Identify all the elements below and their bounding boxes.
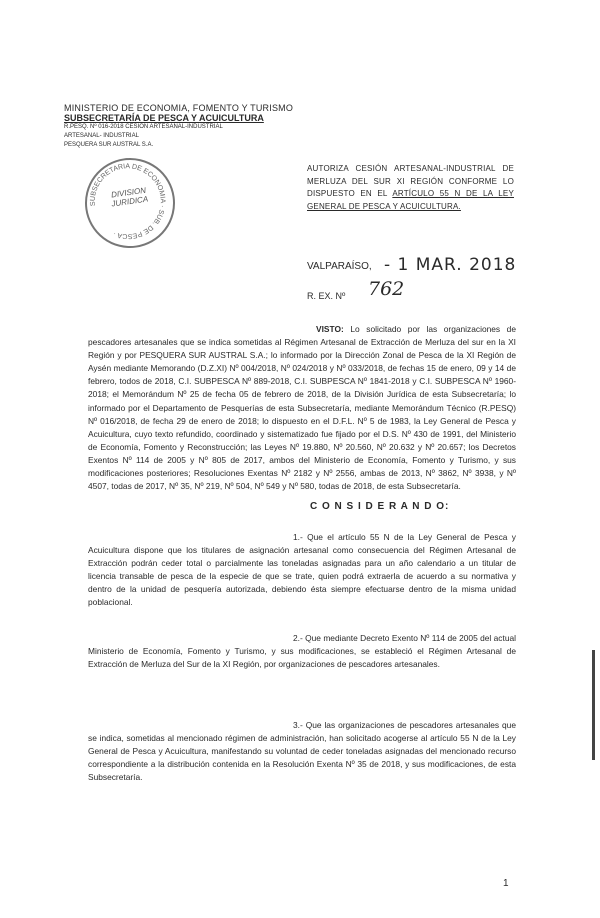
reference-line-2: ARTESANAL- INDUSTRIAL xyxy=(64,133,139,139)
division-juridica-stamp xyxy=(79,152,181,254)
scan-edge-mark xyxy=(592,650,595,760)
visto-label: VISTO: xyxy=(316,324,344,334)
visto-text: Lo solicitado por las organizaciones de pescadores artesanales que se indica sometidas al Régimen Artesanal de Extracción de Merluza del sur en la XI Región y por PESQUERA SUR AUSTRAL S.A.; lo informado por la Dirección Zonal de Pesca de la XI Región de Aysén mediante Memorando (D.Z.XI) Nº 004/2018, Nº 024/2018 y Nº 033/2018, de fechas 15 de enero, 09 y 14 de febrero, todos de 2018, C.I. SUBPESCA Nº 889-2018, C.I. SUBPESCA Nº 1841-2018 y C.I. SUBPESCA Nº 1960-2018; el Memorándum Nº 25 de fecha 05 de febrero de 2018, de la División Jurídica de esta Subsecretaría; lo informado por el Departamento de Pesquerías de esta Subsecretaría, mediante Memorándum Técnico (R.PESQ) Nº 016/2018, de fecha 29 de enero de 2018; lo dispuesto en el D.F.L. Nº 5 de 1983, la Ley General de Pesca y Acuicultura, cuyo texto refundido, coordinado y sistematizado fue fijado por el D.S. Nº 430 de 1991, del Ministerio de Economía, Fomento y Reconstrucción; las Leyes Nº 19.880, Nº 20.560, Nº 20.632 y Nº 20.657; los Decretos Exentos Nº 114 de 2005 y Nº 805 de 2017, ambos del Ministerio de Economía, Fomento y Turismo, y sus modificaciones posteriores; Resoluciones Exentas Nº 2182 y Nº 2556, ambas de 2013, Nº 3862, Nº 3938, y Nº 4507, todas de 2017, Nº 35, Nº 219, Nº 504, Nº 549 y Nº 580, todas de 2018, de esta Subsecretaría. xyxy=(88,324,517,492)
date-stamp: - 1 MAR. 2018 xyxy=(384,255,517,275)
considerando-item-3 xyxy=(88,719,516,784)
summary-part2: ARTÍCULO 55 N DE LA LEY GENERAL DE PESCA Y ACUICULTURA. xyxy=(307,189,514,211)
considerando-item-2 xyxy=(88,632,516,671)
letterhead xyxy=(64,103,304,150)
considerando-text-3: 3.- Que las organizaciones de pescadores artesanales que se indica, sometidas al mencionado régimen de administración, han solicitado acogerse al artículo 55 N de la Ley General de Pesca y Acuicultura, manifestando su voluntad de ceder toneladas asignadas del mencionado recurso correspondiente a la distribución contenida en la Resolución Exenta Nº 35 de 2018, y sus modificaciones, de esta Subsecretaría. xyxy=(88,720,516,783)
reference-line: R.PESQ. Nº 016-2018 CESIÓN ARTESANAL-INDUSTRIAL xyxy=(64,124,223,130)
subsecretaria-name: SUBSECRETARÍA DE PESCA Y ACUICULTURA xyxy=(64,113,264,123)
resolution-label: R. EX. Nº xyxy=(307,291,346,301)
ministry-name: MINISTERIO DE ECONOMIA, FOMENTO Y TURISMO xyxy=(64,103,294,113)
visto-paragraph xyxy=(88,323,516,493)
summary-part1: AUTORIZA CESIÓN ARTESANAL-INDUSTRIAL DE MERLUZA DEL SUR XI REGIÓN CONFORME LO DISPUESTO EN EL xyxy=(307,164,514,198)
resolution-summary xyxy=(307,163,514,213)
considerando-heading: C O N S I D E R A N D O: xyxy=(310,501,450,512)
company-line: PESQUERA SUR AUSTRAL S.A. xyxy=(64,142,154,148)
considerando-text-1: 1.- Que el artículo 55 N de la Ley General de Pesca y Acuicultura dispone que los titulares de asignación artesanal como consecuencia del Régimen Artesanal de Extracción podrán ceder total o parcialmente las toneladas asignadas para un año calendario a un titular de licencia transable de pesca de la especie de que se trate, quien podrá extraerla de acuerdo a su normativa y dentro de la unidad de pesquería autorizada, debiendo ésta siempre efectuarse dentro de la misma unidad poblacional. xyxy=(88,532,516,608)
place-label: VALPARAÍSO, xyxy=(307,261,372,272)
considerando-item-1 xyxy=(88,531,516,610)
considerando-text-2: 2.- Que mediante Decreto Exento Nº 114 de 2005 del actual Ministerio de Economía, Fomento y Turismo, y sus modificaciones, se estableció el Régimen Artesanal de Extracción de Merluza del Sur de la XI Región, por organizaciones de pescadores artesanales. xyxy=(88,633,516,670)
page-number: 1 xyxy=(503,878,509,889)
stamp-inner-text: DIVISION JURIDICA xyxy=(110,185,149,209)
resolution-number: 762 xyxy=(368,278,405,300)
stamp-ring-text: SUBSECRETARIA DE ECONOMIA · SUB. DE PESCA · xyxy=(89,163,166,240)
